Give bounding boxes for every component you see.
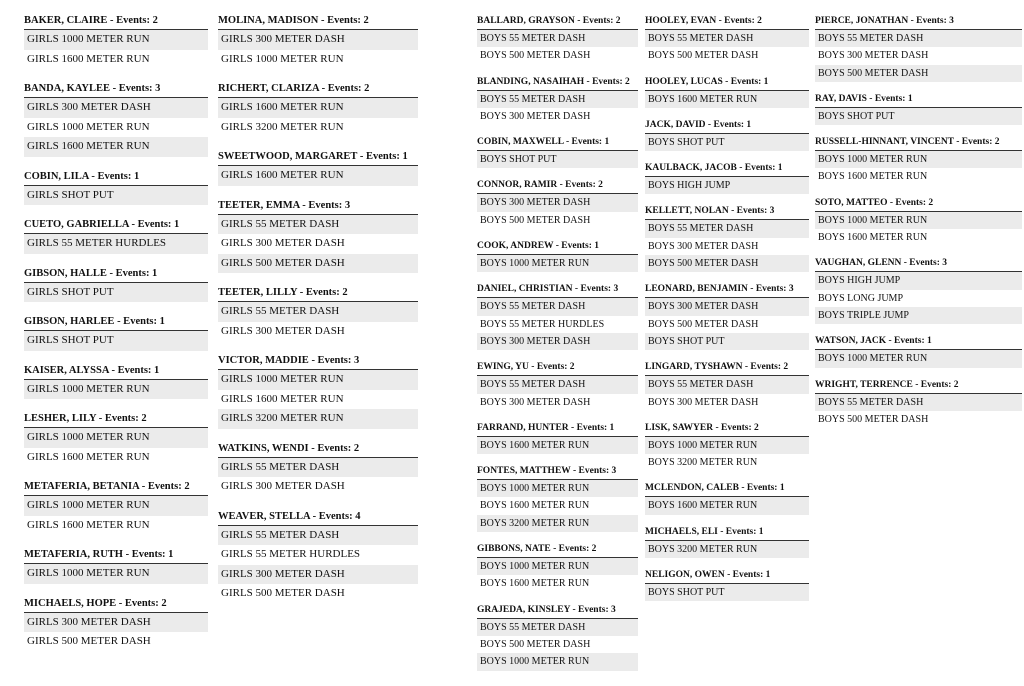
event-row: GIRLS SHOT PUT: [24, 331, 208, 351]
event-row: BOYS 1600 METER RUN: [477, 437, 638, 454]
event-row: GIRLS 1600 METER RUN: [24, 137, 208, 157]
event-row: GIRLS 300 METER DASH: [218, 30, 418, 50]
athlete-entry: [24, 364, 208, 400]
event-row: BOYS 1600 METER RUN: [645, 91, 809, 108]
event-row: BOYS LONG JUMP: [818, 292, 904, 304]
event-row: GIRLS 55 METER DASH: [218, 526, 418, 546]
event-row: BOYS 500 METER DASH: [645, 255, 809, 272]
event-row: BOYS 55 METER DASH: [477, 376, 638, 393]
athlete-entry: [477, 135, 638, 168]
event-row: BOYS 300 METER DASH: [818, 50, 929, 62]
event-row: GIRLS 1000 METER RUN: [24, 30, 208, 50]
event-row: BOYS 500 METER DASH: [648, 50, 759, 62]
athlete-name-header: BANDA, KAYLEE - Events: 3: [24, 82, 208, 98]
event-row: BOYS 1000 METER RUN: [477, 558, 638, 575]
event-row: BOYS 55 METER DASH: [477, 91, 638, 108]
athlete-entry: [645, 481, 809, 514]
athlete-name-header: RUSSELL-HINNANT, VINCENT - Events: 2: [815, 135, 1022, 151]
athlete-name-header: CUETO, GABRIELLA - Events: 1: [24, 218, 208, 234]
athlete-name-header: TEETER, EMMA - Events: 3: [218, 199, 418, 215]
event-row: GIRLS SHOT PUT: [24, 283, 208, 303]
athlete-name-header: GIBBONS, NATE - Events: 2: [477, 542, 638, 558]
athlete-entry: [815, 256, 1022, 324]
athlete-entry: [815, 196, 1022, 247]
athlete-name-header: TEETER, LILLY - Events: 2: [218, 286, 418, 302]
athlete-name-header: VAUGHAN, GLENN - Events: 3: [815, 256, 1022, 272]
event-row: BOYS 55 METER HURDLES: [480, 318, 605, 330]
athlete-entry: [645, 360, 809, 411]
event-row: GIRLS 3200 METER RUN: [218, 409, 418, 429]
event-row: GIRLS 1600 METER RUN: [27, 52, 150, 65]
athlete-name-header: BALLARD, GRAYSON - Events: 2: [477, 14, 638, 30]
event-row: BOYS 300 METER DASH: [480, 396, 591, 408]
athlete-entry: [24, 267, 208, 303]
event-row: BOYS 55 METER DASH: [815, 30, 1022, 47]
event-row: BOYS 500 METER DASH: [480, 214, 591, 226]
event-row: GIRLS 300 METER DASH: [24, 613, 208, 633]
event-row: GIRLS SHOT PUT: [24, 186, 208, 206]
roster-column-4: [645, 14, 809, 611]
athlete-name-header: LINGARD, TYSHAWN - Events: 2: [645, 360, 809, 376]
athlete-name-header: PIERCE, JONATHAN - Events: 3: [815, 14, 1022, 30]
event-row: BOYS 1000 METER RUN: [477, 653, 638, 670]
athlete-entry: [477, 75, 638, 126]
event-row: BOYS 55 METER DASH: [477, 619, 638, 636]
athlete-name-header: BAKER, CLAIRE - Events: 2: [24, 14, 208, 30]
athlete-entry: [645, 421, 809, 472]
athlete-name-header: HOOLEY, EVAN - Events: 2: [645, 14, 809, 30]
athlete-name-header: CONNOR, RAMIR - Events: 2: [477, 178, 638, 194]
athlete-entry: [815, 92, 1022, 125]
athlete-name-header: DANIEL, CHRISTIAN - Events: 3: [477, 282, 638, 298]
athlete-name-header: COBIN, LILA - Events: 1: [24, 170, 208, 186]
athlete-name-header: METAFERIA, RUTH - Events: 1: [24, 548, 208, 564]
athlete-name-header: METAFERIA, BETANIA - Events: 2: [24, 480, 208, 496]
athlete-name-header: LISK, SAWYER - Events: 2: [645, 421, 809, 437]
athlete-name-header: MICHAELS, HOPE - Events: 2: [24, 597, 208, 613]
athlete-name-header: FARRAND, HUNTER - Events: 1: [477, 421, 638, 437]
event-row: GIRLS 300 METER DASH: [221, 480, 345, 492]
athlete-entry: [24, 480, 208, 535]
event-row: GIRLS 300 METER DASH: [221, 237, 345, 249]
athlete-name-header: SOTO, MATTEO - Events: 2: [815, 196, 1022, 212]
athlete-entry: [24, 412, 208, 467]
athlete-entry: [477, 603, 638, 671]
event-row: BOYS 3200 METER RUN: [477, 515, 638, 532]
athlete-name-header: VICTOR, MADDIE - Events: 3: [218, 354, 418, 370]
athlete-entry: [477, 542, 638, 593]
event-row: BOYS TRIPLE JUMP: [815, 307, 1022, 324]
athlete-name-header: WATKINS, WENDI - Events: 2: [218, 442, 418, 458]
event-row: BOYS 3200 METER RUN: [648, 457, 758, 469]
event-row: GIRLS 500 METER DASH: [27, 635, 151, 647]
event-row: BOYS 1600 METER RUN: [818, 232, 928, 244]
athlete-name-header: MCLENDON, CALEB - Events: 1: [645, 481, 809, 497]
athlete-entry: [645, 282, 809, 350]
athlete-entry: [218, 510, 418, 604]
event-row: BOYS 300 METER DASH: [648, 240, 759, 252]
athlete-entry: [477, 239, 638, 272]
event-row: BOYS 1000 METER RUN: [815, 350, 1022, 367]
event-row: GIRLS 300 METER DASH: [218, 565, 418, 585]
athlete-entry: [477, 282, 638, 350]
event-row: BOYS 1000 METER RUN: [815, 151, 1022, 168]
event-row: BOYS 55 METER DASH: [477, 30, 638, 47]
event-row: BOYS 300 METER DASH: [480, 110, 591, 122]
event-row: BOYS HIGH JUMP: [815, 272, 1022, 289]
event-row: BOYS 3200 METER RUN: [645, 541, 809, 558]
athlete-name-header: FONTES, MATTHEW - Events: 3: [477, 464, 638, 480]
athlete-entry: [645, 75, 809, 108]
event-row: BOYS SHOT PUT: [645, 134, 809, 151]
athlete-entry: [24, 218, 208, 254]
event-row: BOYS 1600 METER RUN: [818, 171, 928, 183]
athlete-name-header: GIBSON, HARLEE - Events: 1: [24, 315, 208, 331]
event-row: BOYS 500 METER DASH: [818, 413, 929, 425]
event-row: BOYS 300 METER DASH: [648, 396, 759, 408]
event-row: BOYS SHOT PUT: [815, 108, 1022, 125]
athlete-entry: [24, 548, 208, 584]
event-row: GIRLS 1000 METER RUN: [221, 52, 344, 65]
event-row: BOYS 500 METER DASH: [648, 318, 759, 330]
event-row: GIRLS 300 METER DASH: [221, 324, 345, 337]
athlete-name-header: COOK, ANDREW - Events: 1: [477, 239, 638, 255]
athlete-entry: [218, 14, 418, 69]
event-row: BOYS 300 METER DASH: [645, 298, 809, 315]
athlete-name-header: WATSON, JACK - Events: 1: [815, 334, 1022, 350]
event-row: BOYS 55 METER DASH: [477, 298, 638, 315]
event-row: BOYS SHOT PUT: [645, 333, 809, 350]
event-row: GIRLS 300 METER DASH: [24, 98, 208, 118]
athlete-name-header: LEONARD, BENJAMIN - Events: 3: [645, 282, 809, 298]
event-row: BOYS 1600 METER RUN: [645, 497, 809, 514]
event-row: GIRLS 1000 METER RUN: [27, 120, 150, 133]
event-row: GIRLS 55 METER DASH: [218, 458, 418, 478]
athlete-name-header: COBIN, MAXWELL - Events: 1: [477, 135, 638, 151]
athlete-name-header: WEAVER, STELLA - Events: 4: [218, 510, 418, 526]
athlete-entry: [218, 442, 418, 497]
event-row: GIRLS 1600 METER RUN: [221, 392, 344, 405]
athlete-name-header: JACK, DAVID - Events: 1: [645, 118, 809, 134]
athlete-entry: [24, 315, 208, 351]
event-row: BOYS 500 METER DASH: [480, 50, 591, 62]
athlete-entry: [645, 118, 809, 151]
event-row: GIRLS 500 METER DASH: [221, 587, 345, 599]
athlete-name-header: WRIGHT, TERRENCE - Events: 2: [815, 378, 1022, 394]
event-row: BOYS 500 METER DASH: [480, 638, 591, 650]
event-row: GIRLS 3200 METER RUN: [221, 120, 344, 133]
event-row: GIRLS 55 METER DASH: [218, 302, 418, 322]
athlete-entry: [218, 286, 418, 341]
roster-column-1: [24, 14, 208, 665]
event-row: GIRLS 55 METER HURDLES: [221, 548, 361, 560]
event-row: GIRLS 1600 METER RUN: [27, 518, 150, 531]
roster-column-5: [815, 14, 1022, 438]
event-row: BOYS 1000 METER RUN: [477, 255, 638, 272]
event-row: GIRLS 1000 METER RUN: [24, 564, 208, 584]
event-row: GIRLS 500 METER DASH: [218, 254, 418, 274]
event-row: GIRLS 1600 METER RUN: [218, 166, 418, 186]
event-row: BOYS 55 METER DASH: [815, 394, 1022, 411]
roster-column-2: [218, 14, 418, 617]
event-row: BOYS HIGH JUMP: [645, 177, 809, 194]
athlete-entry: [218, 150, 418, 186]
event-row: GIRLS 1000 METER RUN: [218, 370, 418, 390]
athlete-entry: [815, 334, 1022, 367]
athlete-name-header: EWING, YU - Events: 2: [477, 360, 638, 376]
event-row: GIRLS 55 METER HURDLES: [24, 234, 208, 254]
event-row: GIRLS 1000 METER RUN: [24, 428, 208, 448]
athlete-entry: [645, 525, 809, 558]
athlete-name-header: RICHERT, CLARIZA - Events: 2: [218, 82, 418, 98]
event-row: BOYS 55 METER DASH: [645, 30, 809, 47]
event-row: BOYS 55 METER DASH: [645, 220, 809, 237]
athlete-name-header: KAULBACK, JACOB - Events: 1: [645, 161, 809, 177]
athlete-name-header: BLANDING, NASAIHAH - Events: 2: [477, 75, 638, 91]
athlete-entry: [477, 421, 638, 454]
athlete-name-header: RAY, DAVIS - Events: 1: [815, 92, 1022, 108]
event-row: GIRLS 1600 METER RUN: [218, 98, 418, 118]
athlete-name-header: SWEETWOOD, MARGARET - Events: 1: [218, 150, 418, 166]
athlete-name-header: KELLETT, NOLAN - Events: 3: [645, 204, 809, 220]
athlete-entry: [815, 135, 1022, 186]
event-row: GIRLS 55 METER DASH: [218, 215, 418, 235]
event-row: BOYS 1600 METER RUN: [480, 500, 590, 512]
event-row: BOYS 500 METER DASH: [815, 65, 1022, 82]
event-row: BOYS 1000 METER RUN: [477, 480, 638, 497]
athlete-entry: [24, 14, 208, 69]
athlete-name-header: HOOLEY, LUCAS - Events: 1: [645, 75, 809, 91]
athlete-entry: [24, 597, 208, 652]
athlete-name-header: MOLINA, MADISON - Events: 2: [218, 14, 418, 30]
event-row: BOYS 1000 METER RUN: [815, 212, 1022, 229]
athlete-entry: [645, 161, 809, 194]
event-row: GIRLS 1600 METER RUN: [27, 450, 150, 463]
athlete-entry: [645, 14, 809, 65]
athlete-name-header: LESHER, LILY - Events: 2: [24, 412, 208, 428]
athlete-entry: [645, 568, 809, 601]
athlete-entry: [477, 464, 638, 532]
athlete-name-header: GRAJEDA, KINSLEY - Events: 3: [477, 603, 638, 619]
athlete-entry: [218, 354, 418, 429]
athlete-entry: [815, 14, 1022, 82]
event-row: BOYS 300 METER DASH: [477, 194, 638, 211]
athlete-entry: [477, 360, 638, 411]
athlete-entry: [477, 178, 638, 229]
event-row: BOYS 1600 METER RUN: [480, 578, 590, 590]
athlete-name-header: GIBSON, HALLE - Events: 1: [24, 267, 208, 283]
event-row: BOYS 300 METER DASH: [477, 333, 638, 350]
athlete-entry: [815, 378, 1022, 429]
event-row: BOYS 1000 METER RUN: [645, 437, 809, 454]
athlete-name-header: KAISER, ALYSSA - Events: 1: [24, 364, 208, 380]
athlete-name-header: NELIGON, OWEN - Events: 1: [645, 568, 809, 584]
athlete-entry: [645, 204, 809, 272]
event-row: BOYS SHOT PUT: [645, 584, 809, 601]
athlete-entry: [218, 199, 418, 274]
athlete-entry: [24, 82, 208, 157]
event-row: BOYS SHOT PUT: [477, 151, 638, 168]
athlete-name-header: MICHAELS, ELI - Events: 1: [645, 525, 809, 541]
event-row: GIRLS 1000 METER RUN: [24, 496, 208, 516]
event-row: GIRLS 1000 METER RUN: [24, 380, 208, 400]
athlete-entry: [477, 14, 638, 65]
event-row: BOYS 55 METER DASH: [645, 376, 809, 393]
athlete-entry: [218, 82, 418, 137]
athlete-entry: [24, 170, 208, 206]
roster-column-3: [477, 14, 638, 681]
